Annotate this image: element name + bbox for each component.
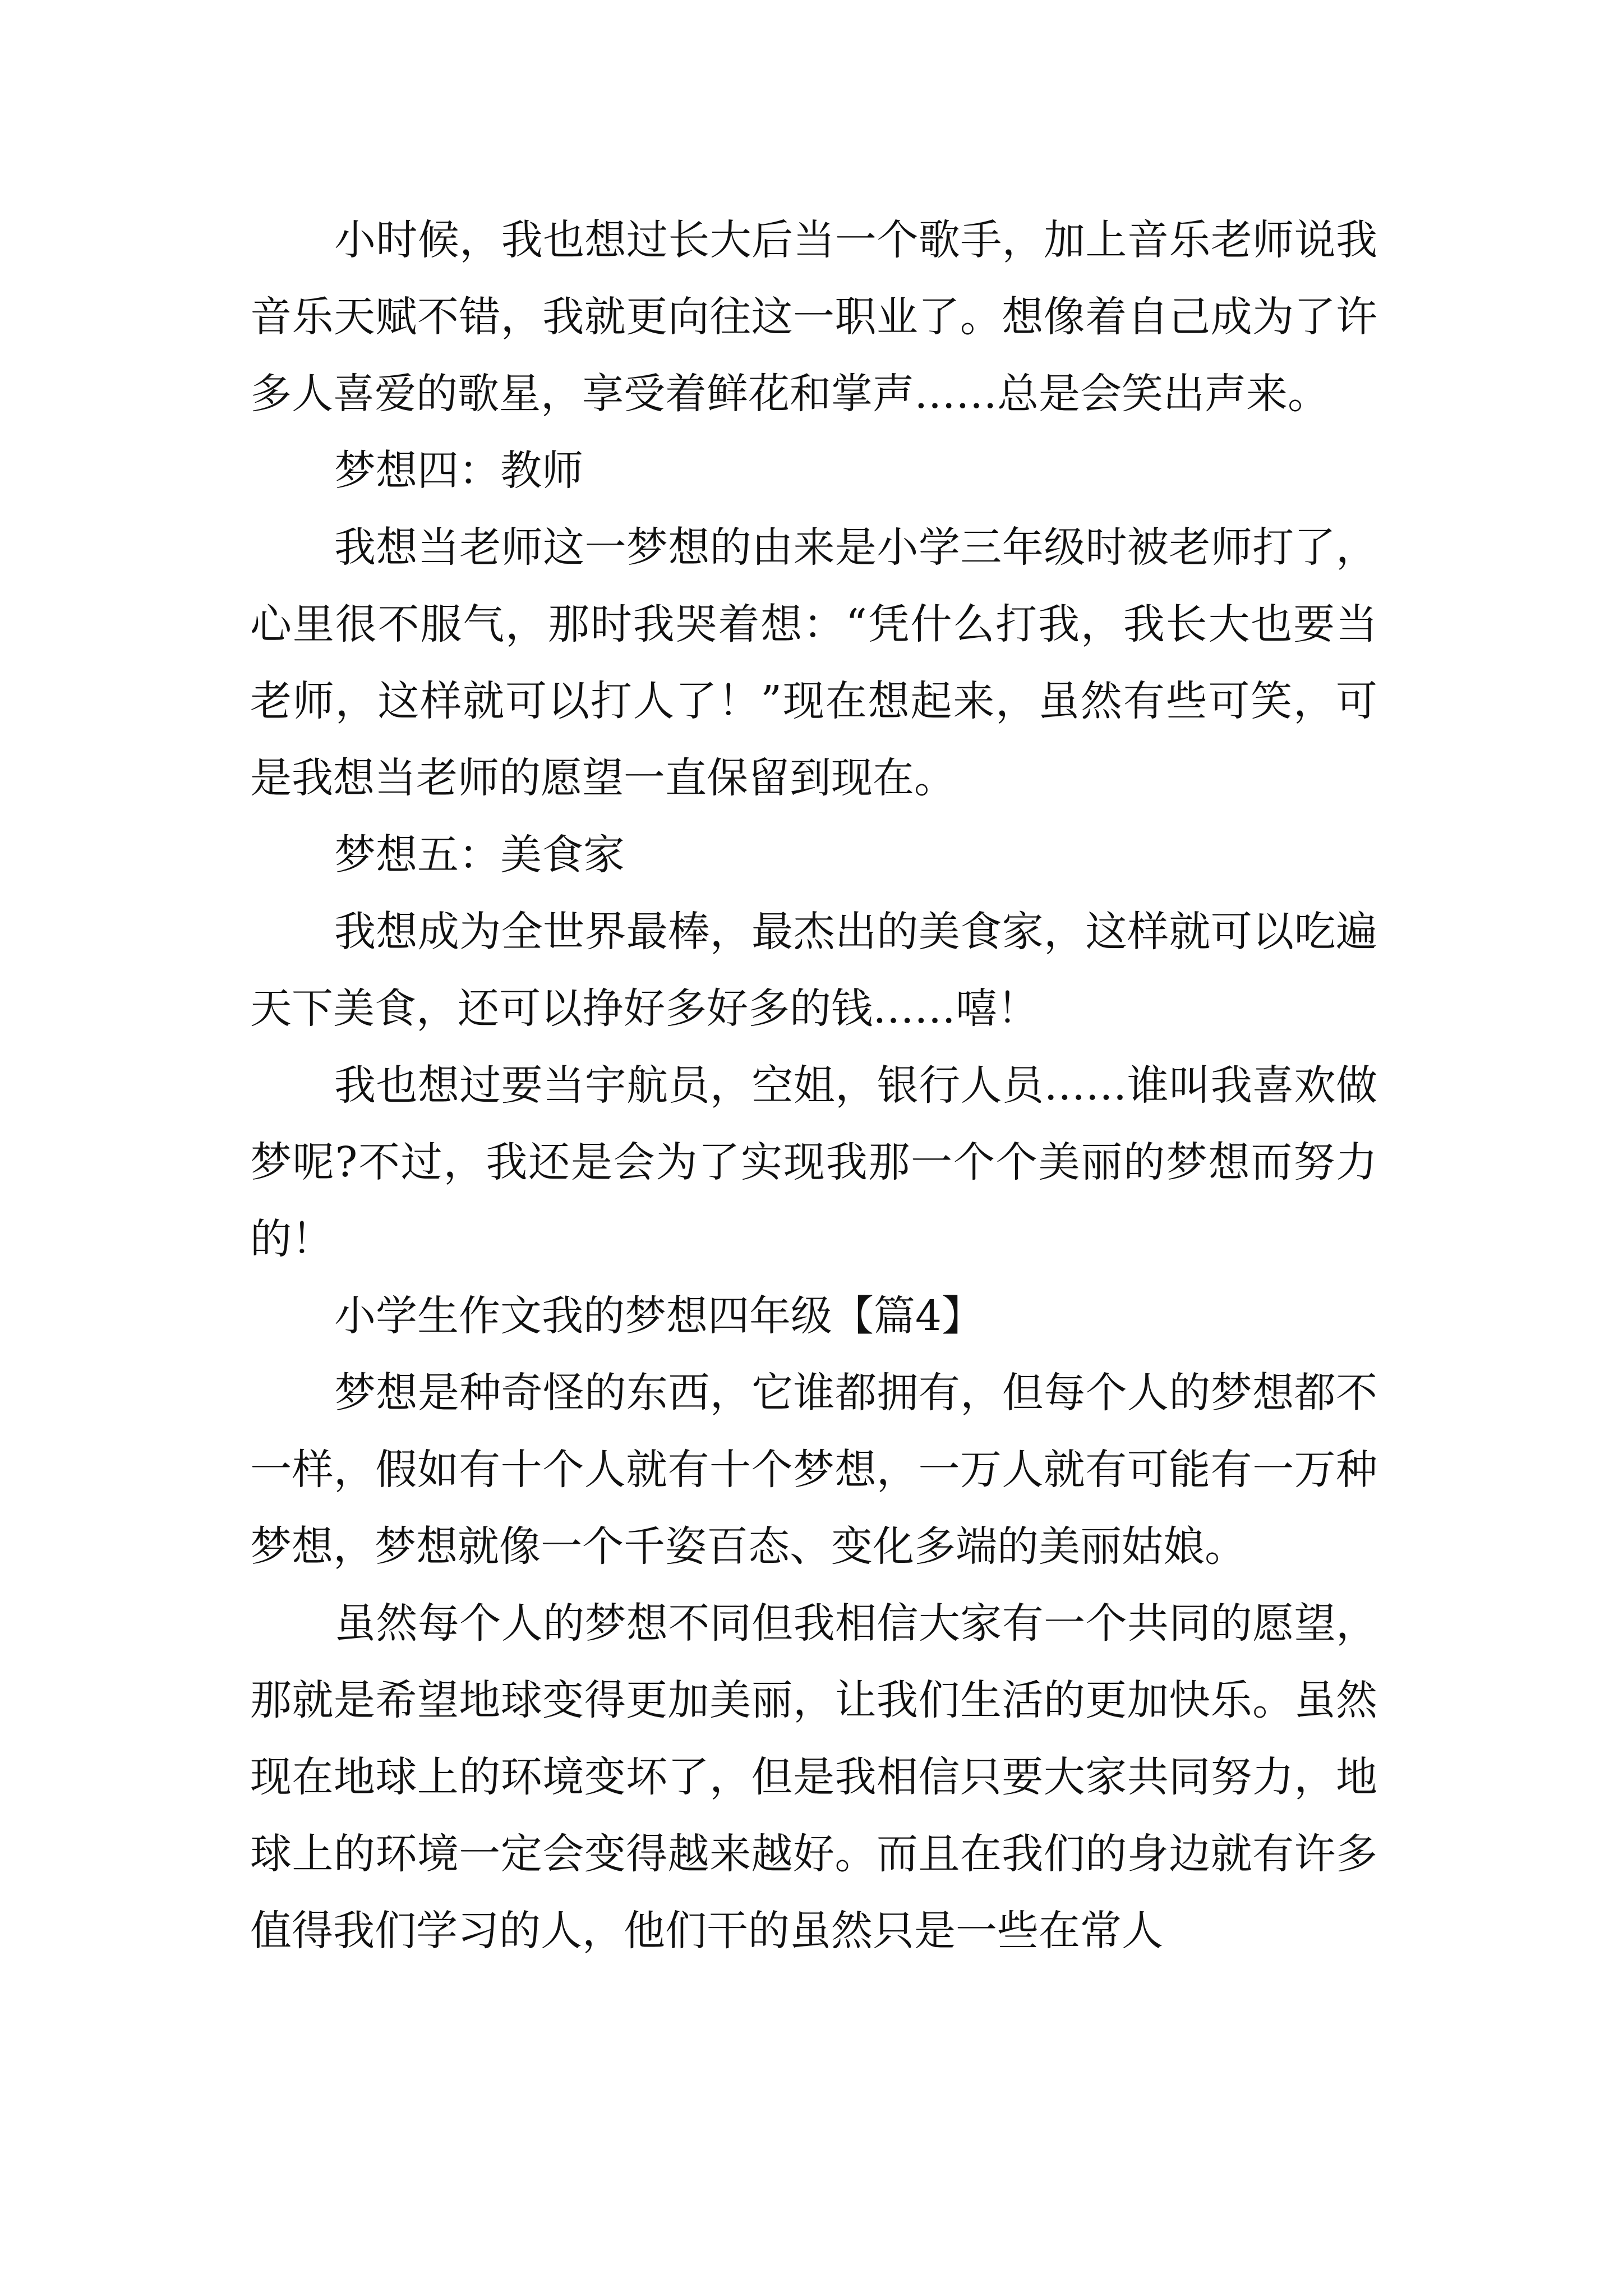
heading-essay-part-4: 小学生作文我的梦想四年级【篇4】 xyxy=(334,1292,984,1340)
paragraph-common-wish: 虽然每个人的梦想不同但我相信大家有一个共同的愿望，那就是希望地球变得更加美丽，让我们生活的更加快乐。虽然现在地球上的环境变坏了，但是我相信只要大家共同努力，地球上的环境一定会变得越来越好。而且在我们的身边就有许多值得我们学习的人，他们干的虽然只是一些在常人 xyxy=(250,1599,1377,1955)
paragraph-singer-dream: 小时候，我也想过长大后当一个歌手，加上音乐老师说我音乐天赋不错，我就更向往这一职业了。想像着自己成为了许多人喜爱的歌星，享受着鲜花和掌声……总是会笑出声来。 xyxy=(250,216,1377,418)
paragraph-teacher-dream: 我想当老师这一梦想的由来是小学三年级时被老师打了，心里很不服气，那时我哭着想：“凭什么打我，我长大也要当老师，这样就可以打人了！”现在想起来，虽然有些可笑，可是我想当老师的愿望一直保留到现在。 xyxy=(250,523,1377,802)
paragraph-dreams-are-strange: 梦想是种奇怪的东西，它谁都拥有，但每个人的梦想都不一样，假如有十个人就有十个梦想，一万人就有可能有一万种梦想，梦想就像一个千姿百态、变化多端的美丽姑娘。 xyxy=(250,1369,1377,1571)
paragraph-other-dreams: 我也想过要当宇航员，空姐，银行人员……谁叫我喜欢做梦呢?不过，我还是会为了实现我那一个个美丽的梦想而努力的！ xyxy=(250,1061,1377,1263)
document-body xyxy=(250,202,1377,1970)
paragraph-gourmet-dream: 我想成为全世界最棒，最杰出的美食家，这样就可以吃遍天下美食，还可以挣好多好多的钱……嘻！ xyxy=(250,908,1377,1033)
heading-dream-four-teacher: 梦想四：教师 xyxy=(334,447,583,495)
heading-dream-five-gourmet: 梦想五：美食家 xyxy=(334,831,625,879)
